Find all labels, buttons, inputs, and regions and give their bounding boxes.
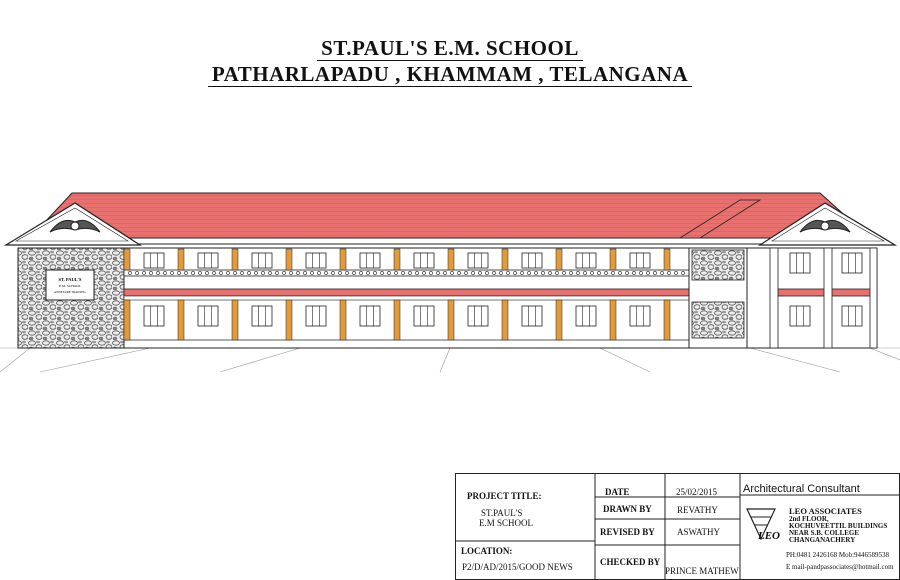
consultant-heading: Architectural Consultant [743, 483, 860, 495]
firm-name: LEO ASSOCIATES [789, 506, 862, 516]
address-line3: NEAR S.B. COLLEGE [789, 529, 860, 537]
window [360, 306, 380, 326]
window [414, 253, 434, 268]
address-line2: KOCHUVEETTIL BUILDINGS [789, 522, 888, 530]
plaque-text-1: ST. PAUL'S [58, 277, 82, 282]
revised-by-label: REVISED BY [600, 527, 655, 537]
checked-by-label: CHECKED BY [600, 557, 661, 567]
address-line1: 2nd FLOOR, [789, 515, 829, 523]
window [414, 306, 434, 326]
drawn-by-label: DRAWN BY [603, 504, 652, 514]
plaque-text-3: ANNEXURE TRAINING [54, 290, 86, 294]
right-stone-panel-top [692, 250, 744, 280]
window [252, 253, 272, 268]
project-title-line1: ST.PAUL'S [481, 508, 523, 518]
plaque-text-2: E.M. SCHOOL [59, 284, 81, 288]
location-label: LOCATION: [461, 546, 513, 556]
window [252, 306, 272, 326]
leo-logo-text: LEO [758, 530, 780, 542]
upper-pillar [502, 249, 508, 270]
date-value: 25/02/2015 [676, 487, 718, 497]
drawing-title-location [0, 62, 900, 87]
window [144, 253, 164, 268]
window [576, 306, 596, 326]
window [790, 306, 810, 326]
upper-pillar [286, 249, 292, 270]
upper-pillar [664, 249, 670, 270]
phone-text: PH:0481 2426168 Mob:9446589538 [786, 551, 890, 559]
school-name-text: ST.PAUL'S E.M. SCHOOL [317, 36, 583, 61]
window [790, 253, 810, 273]
window [144, 306, 164, 326]
window [198, 253, 218, 268]
window [306, 306, 326, 326]
window [468, 253, 488, 268]
window [630, 306, 650, 326]
lower-pillar [232, 300, 238, 340]
checked-by-value: PRINCE MATHEW [665, 566, 739, 576]
lower-pillar [178, 300, 184, 340]
upper-pillar [394, 249, 400, 270]
window [522, 306, 542, 326]
upper-pillar [124, 249, 130, 270]
project-title-label: PROJECT TITLE: [467, 491, 542, 501]
window [842, 306, 862, 326]
lower-pillar [502, 300, 508, 340]
upper-pillar [340, 249, 346, 270]
school-location-text: PATHARLAPADU , KHAMMAM , TELANGANA [208, 62, 692, 87]
ground-lines [0, 348, 900, 372]
window [842, 253, 862, 273]
upper-pillar [178, 249, 184, 270]
window [576, 253, 596, 268]
lower-pillar [340, 300, 346, 340]
lower-pillar [124, 300, 130, 340]
right-stone-panel-bottom [692, 302, 744, 338]
date-label: DATE [605, 487, 630, 497]
window [306, 253, 326, 268]
sunshade-band [124, 289, 770, 296]
lower-pillar [394, 300, 400, 340]
upper-pillar [232, 249, 238, 270]
drawn-by-value: REVATHY [677, 505, 718, 515]
window [360, 253, 380, 268]
lower-pillar [556, 300, 562, 340]
upper-pillar [556, 249, 562, 270]
front-elevation-drawing [0, 180, 900, 380]
revised-by-value: ASWATHY [677, 527, 721, 537]
lower-pillar [286, 300, 292, 340]
upper-pillar [610, 249, 616, 270]
email-text: E mail-pandpassociates@hotmail.com [786, 563, 894, 571]
address-line4: CHANGANACHERY [789, 536, 856, 544]
window [522, 253, 542, 268]
drawing-title-school [0, 36, 900, 61]
lower-pillar [664, 300, 670, 340]
window [468, 306, 488, 326]
location-value: P2/D/AD/2015/GOOD NEWS [462, 562, 573, 572]
window [198, 306, 218, 326]
upper-pillar [448, 249, 454, 270]
lower-pillar [448, 300, 454, 340]
window [630, 253, 650, 268]
project-title-line2: E.M SCHOOL [479, 518, 534, 528]
lower-pillar [610, 300, 616, 340]
